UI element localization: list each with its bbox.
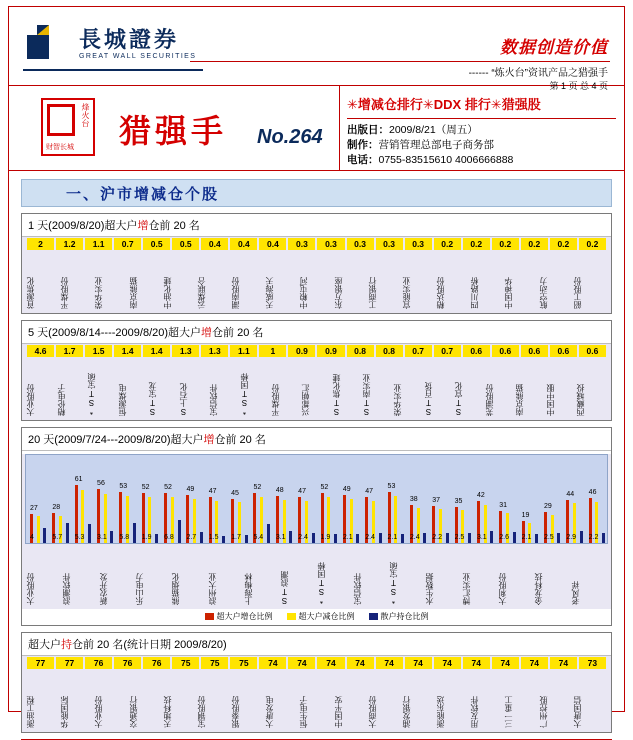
stock-label: 天地科技	[162, 696, 172, 728]
chart-area	[22, 237, 611, 313]
bar-value-top: 53	[119, 482, 128, 490]
publish-value: 2009/8/21（周五）	[389, 124, 478, 136]
value-cell: 74	[317, 657, 344, 669]
brand-name-en: GREAT WALL SECURITIES	[79, 53, 197, 60]
bar-value-mid: 2.1	[387, 534, 398, 541]
bar-value-mid: 2.5	[454, 534, 465, 541]
value-cell: 74	[463, 657, 490, 669]
bar-value-mid: 2.7	[186, 534, 197, 541]
bar-navy	[88, 524, 91, 543]
stock-label: 中粮屯河	[299, 277, 309, 309]
value-cell: 73	[579, 657, 606, 669]
stock-label: 宝信软件	[209, 384, 219, 416]
stock-label: 恒源煤电	[117, 384, 127, 416]
stock-label: 宝钢股份	[196, 696, 206, 728]
stock-label: 精达股份	[436, 277, 446, 309]
legend-label: 超大户减仓比例	[298, 612, 355, 621]
stock-label: 大利股份	[498, 573, 508, 605]
bar-navy	[334, 534, 337, 543]
grouped-bar-chart	[25, 454, 608, 544]
value-cell: 0.6	[550, 345, 577, 357]
bar-value-top: 47	[365, 488, 373, 496]
value-cell: 1.2	[56, 238, 83, 250]
stock-label: ST宜化	[454, 382, 464, 416]
phone-label: 电话：	[347, 154, 379, 166]
value-cell: 74	[347, 657, 374, 669]
bar-navy	[379, 533, 382, 543]
stock-label: 华能国际	[60, 696, 70, 728]
value-cell: 74	[288, 657, 315, 669]
legend-swatch-icon	[205, 613, 214, 620]
stock-label: 广州控股	[538, 696, 548, 728]
bar-value-mid: 5.4	[253, 534, 264, 541]
stock-label: 天威海天	[265, 277, 275, 309]
chart-block	[21, 213, 612, 314]
bar-value-top: 31	[499, 501, 508, 509]
stock-label: 大业股份	[26, 573, 35, 605]
publication-title: 猎强手	[119, 112, 228, 150]
value-cell: 0.6	[492, 345, 519, 357]
stock-label: 浙能东送	[436, 696, 446, 728]
bar-value-top: 52	[253, 483, 262, 491]
stock-label: 新农开发	[98, 573, 108, 605]
value-cell: 74	[550, 657, 577, 669]
stock-label: ST浪潮	[280, 571, 290, 605]
value-cell: 74	[405, 657, 432, 669]
stock-label: ST南实业	[362, 374, 372, 416]
bar-value-mid: 2.2	[588, 534, 599, 541]
bar-value-top: 53	[387, 482, 396, 490]
value-cell: 0.2	[492, 238, 519, 250]
stock-label: 宝信软件	[352, 573, 362, 605]
stock-label: 中油化建	[162, 277, 172, 309]
value-cell: 0.4	[259, 238, 286, 250]
stock-label: *ST宝硕	[87, 373, 97, 416]
bar-value-mid: 5.8	[119, 534, 130, 541]
bar-value-mid: 3.1	[275, 534, 286, 541]
value-cell: 74	[376, 657, 403, 669]
value-band	[22, 237, 611, 251]
phone-row	[347, 153, 616, 168]
slogan-rule	[190, 61, 610, 62]
value-cell: 0.6	[579, 345, 606, 357]
chart-area	[22, 344, 611, 420]
value-cell: 0.2	[434, 238, 461, 250]
chart-area	[22, 656, 611, 732]
stock-label: 航空动力	[538, 277, 548, 309]
producer-row	[347, 138, 616, 153]
bar-navy	[245, 535, 248, 543]
label-row	[22, 358, 611, 420]
value-cell: 0.3	[317, 238, 344, 250]
stock-label: *ST国棒	[240, 373, 250, 416]
stock-label: 西藏城投	[576, 384, 586, 416]
bar-value-top: 29	[543, 503, 552, 511]
stock-label: 首源焦化	[26, 277, 35, 309]
stock-label: 上海梅林	[243, 573, 253, 605]
section-heading	[21, 179, 612, 207]
value-cell: 77	[56, 657, 83, 669]
bar-value-top: 52	[164, 483, 172, 491]
masthead-info	[347, 94, 616, 168]
stock-label: 交通银行	[128, 696, 138, 728]
bar-value-mid: 1.9	[320, 534, 331, 541]
value-cell: 0.5	[143, 238, 170, 250]
bar-value-mid: 2.4	[298, 534, 308, 541]
bar-value-top: 47	[298, 488, 306, 496]
bar-value-mid: 3.1	[476, 534, 487, 541]
bar-navy	[580, 531, 583, 543]
value-cell: 1.4	[114, 345, 141, 357]
bar-navy	[267, 524, 270, 543]
value-cell: 75	[172, 657, 199, 669]
header-divider	[23, 69, 203, 71]
value-cell: 1.7	[56, 345, 83, 357]
value-cell: 0.8	[376, 345, 403, 357]
stock-label: 云煤联合	[196, 277, 206, 309]
bar-value-top: 52	[320, 483, 329, 491]
legend-label: 超大户增仓比例	[216, 612, 273, 621]
value-band	[22, 656, 611, 670]
masthead-rule	[347, 118, 616, 119]
chart-block	[21, 427, 612, 626]
stock-label: 精伦电子	[56, 384, 66, 416]
label-row	[22, 251, 611, 313]
value-cell: 1.5	[85, 345, 112, 357]
block-title-pre: 5 天(2009/8/14----2009/8/20)超大户	[28, 327, 202, 339]
masthead-tagline: ✳增减仓排行✳DDX 排行✳猎强股	[347, 97, 541, 112]
bar-value-mid: 3.1	[97, 534, 107, 541]
label-row	[22, 670, 611, 732]
stock-label: 大唐国信	[572, 696, 582, 728]
value-cell: 75	[201, 657, 228, 669]
bar-value-top: 35	[454, 498, 463, 506]
bar-value-mid: 5.7	[52, 534, 63, 541]
value-cell: 0.3	[405, 238, 432, 250]
legend-item	[205, 611, 273, 622]
chart-area	[22, 454, 611, 625]
value-cell: 0.3	[347, 238, 374, 250]
stock-label: 大商股份	[367, 696, 377, 728]
block-title-post: 仓前 20 名	[148, 220, 200, 232]
stock-label: ST百货	[423, 382, 433, 416]
bar-value-top: 37	[432, 496, 441, 504]
chart-block-title	[22, 633, 611, 656]
bar-yellow	[37, 516, 40, 543]
stock-label: 浙油工程	[26, 696, 35, 728]
stock-label: 金龙科技	[534, 573, 544, 605]
bar-value-top: 44	[566, 490, 575, 498]
bar-navy	[178, 520, 181, 543]
value-cell: 1.3	[201, 345, 228, 357]
bar-navy	[490, 531, 493, 543]
bar-navy	[155, 534, 158, 543]
value-band	[22, 344, 611, 358]
value-cell: 75	[230, 657, 257, 669]
bar-value-top: 19	[521, 511, 530, 519]
value-cell: 0.4	[201, 238, 228, 250]
issue-number: No.264	[257, 126, 323, 148]
bar-value-mid: 2.4	[365, 534, 375, 541]
stock-label: 东方银座	[333, 277, 343, 309]
bar-navy	[222, 536, 225, 544]
stock-label: ST焦化建	[331, 374, 341, 416]
stock-label: 大业股份	[26, 384, 35, 416]
seal-glyph-icon	[47, 104, 75, 136]
bar-value-top: 56	[97, 480, 105, 488]
stock-label: 水生数据	[425, 573, 435, 605]
stock-label: 中国神华	[504, 277, 514, 309]
legend-label: 散户持仓比例	[380, 612, 429, 621]
value-cell: 0.2	[550, 238, 577, 250]
bar-navy	[602, 533, 605, 543]
stock-label: 宜能实业	[401, 277, 411, 309]
stock-label: 中国平安	[333, 696, 343, 728]
block-title-pre: 1 天(2009/8/20)超大户	[28, 220, 138, 232]
value-cell: 0.8	[347, 345, 374, 357]
bar-navy	[557, 533, 560, 544]
bar-value-mid: 2.2	[432, 534, 442, 541]
block-title-pre: 超大户	[28, 639, 61, 651]
legend-item	[287, 611, 355, 622]
bar-value-mid: 1.7	[231, 534, 241, 541]
value-cell: 0.7	[405, 345, 432, 357]
bar-value-mid: 2.9	[566, 534, 577, 541]
stock-label: 工商银行	[367, 277, 377, 309]
great-wall-logo-icon	[27, 25, 71, 59]
stock-label: S上石化	[178, 383, 188, 416]
legend-swatch-icon	[287, 613, 296, 620]
page-number-info: 第 1 页 总 4 页	[549, 81, 608, 91]
bar-value-mid: 2.5	[543, 534, 554, 541]
stock-label: 平煤股份	[270, 384, 280, 416]
value-cell: 0.9	[317, 345, 344, 357]
value-cell: 2	[27, 238, 54, 250]
bar-value-top: 49	[342, 486, 351, 494]
value-cell: 0.9	[288, 345, 315, 357]
stock-label: *ST宝硕	[389, 562, 399, 605]
chart-block-title	[22, 428, 611, 451]
section-title: 一、沪市增减仓个股	[66, 185, 220, 203]
chart-block-title	[22, 321, 611, 344]
value-cell: 1.1	[230, 345, 257, 357]
producer-value: 营销管理总部电子商务部	[378, 139, 494, 151]
bar-navy	[356, 534, 359, 543]
value-cell: 74	[259, 657, 286, 669]
bar-value-top: 38	[409, 495, 418, 503]
bar-value-mid: 5.3	[74, 534, 85, 541]
bar-value-mid: 2.4	[409, 534, 420, 541]
bar-value-top: 48	[275, 487, 284, 495]
bar-value-top: 52	[141, 483, 150, 491]
brand-name-cn: 長城證券	[79, 28, 180, 53]
bar-value-mid: 1.5	[208, 534, 219, 541]
bar-navy	[312, 533, 315, 543]
stock-label: 南京熊猫	[128, 277, 138, 309]
stock-label: 荣华实业	[94, 277, 104, 309]
stock-label: 老风祥	[570, 581, 580, 605]
block-title-post: 仓前 20 名	[214, 434, 266, 446]
bar-value-mid: 2.1	[521, 534, 532, 541]
bar-navy	[401, 534, 404, 543]
block-title-keyword: 增	[137, 220, 149, 232]
value-cell: 76	[85, 657, 112, 669]
bar-value-top: 49	[186, 486, 195, 494]
bar-value-mid: 2.1	[342, 534, 353, 541]
stock-label: 芜湖股份	[484, 384, 494, 416]
seal-top-text: 烽火台	[81, 103, 90, 127]
document-page	[8, 6, 625, 728]
stock-label: 大业股份	[94, 696, 104, 728]
legend-item	[369, 611, 429, 622]
chart-block-title	[22, 214, 611, 237]
masthead	[9, 86, 624, 171]
slogan: 数据创造价值	[500, 38, 608, 57]
stock-label: 熊猫烟化	[171, 573, 181, 605]
stock-label: 兴都朝汇	[301, 384, 311, 416]
value-cell: 0.3	[376, 238, 403, 250]
value-cell: 77	[27, 657, 54, 669]
bar-value-top: 27	[30, 505, 38, 513]
stock-label: 南京熊猫	[515, 384, 525, 416]
value-cell: 0.3	[288, 238, 315, 250]
stock-label: 韶工股份	[572, 277, 582, 309]
stock-label: 博汇实业	[461, 573, 471, 605]
producer-label: 制作：	[347, 139, 379, 151]
chart-block	[21, 320, 612, 421]
bar-value-top: 47	[208, 488, 217, 496]
bar-value-top: 46	[588, 488, 597, 496]
stock-label: 大唐发电	[265, 696, 275, 728]
bar-value-top: 61	[74, 476, 83, 484]
stock-label: ST宝龙	[148, 382, 158, 416]
bar-navy	[200, 532, 203, 543]
stock-label: 荣华实业	[392, 384, 402, 416]
value-cell: 0.5	[172, 238, 199, 250]
chart-legend	[22, 609, 611, 625]
value-cell: 0.4	[230, 238, 257, 250]
stock-label: 浪州大业	[207, 573, 217, 605]
stock-label: 浪潮软件	[62, 573, 72, 605]
bar-value-mid: 4	[30, 534, 34, 541]
masthead-divider	[339, 86, 340, 170]
phone-value: 0755-83515610 4006666888	[378, 154, 514, 166]
bar-navy	[133, 523, 136, 543]
value-cell: 74	[521, 657, 548, 669]
value-cell: 0.2	[521, 238, 548, 250]
stock-label: 乐山电力	[134, 573, 144, 605]
value-cell: 0.2	[579, 238, 606, 250]
stock-label: 浦发银行	[401, 696, 411, 728]
publish-row	[347, 123, 616, 138]
value-cell: 0.2	[463, 238, 490, 250]
value-cell: 0.7	[114, 238, 141, 250]
value-cell: 4.6	[27, 345, 54, 357]
stock-label: 三一重工	[504, 696, 514, 728]
value-cell: 1.3	[172, 345, 199, 357]
value-cell: 1	[259, 345, 286, 357]
header-subtitle: ------ “炼火台”资讯产品之猎强手	[468, 68, 608, 79]
value-cell: 1.1	[85, 238, 112, 250]
stock-label: 用友软件	[470, 696, 480, 728]
stock-label: 四川路桥	[470, 277, 480, 309]
block-title-pre: 20 天(2009/7/24---2009/8/20)超大户	[28, 434, 204, 446]
value-cell: 0.6	[521, 345, 548, 357]
bar-navy	[535, 534, 538, 543]
publish-label: 出版日：	[347, 124, 389, 136]
bar-value-mid: 2.6	[499, 534, 510, 541]
block-title-post: 仓前 20 名(统计日期 2009/8/20)	[72, 639, 227, 651]
legend-swatch-icon	[369, 613, 378, 620]
block-title-keyword: 增	[203, 434, 215, 446]
stock-label: *ST国棒	[316, 562, 326, 605]
stock-label: 平煤股份	[60, 277, 70, 309]
value-cell: 74	[492, 657, 519, 669]
bar-navy	[513, 532, 516, 543]
bar-navy	[110, 531, 113, 543]
value-cell: 0.6	[463, 345, 490, 357]
block-title-post: 仓前 20 名	[212, 327, 264, 339]
seal-logo-icon	[41, 98, 95, 156]
value-cell: 0.7	[434, 345, 461, 357]
bar-navy	[446, 533, 449, 543]
stock-label: 银泰股份	[231, 696, 241, 728]
bar-navy	[468, 533, 471, 544]
bar-navy	[66, 523, 69, 543]
block-title-keyword: 持	[61, 639, 72, 651]
block-title-keyword: 增	[201, 327, 213, 339]
label-row	[22, 547, 611, 609]
stock-label: 恒生电子	[299, 696, 309, 728]
value-cell: 76	[143, 657, 170, 669]
bar-value-mid: 6.8	[164, 534, 174, 541]
chart-blocks	[9, 213, 624, 733]
bar-navy	[43, 528, 46, 543]
value-cell: 76	[114, 657, 141, 669]
stock-label: 中国中服	[545, 384, 555, 416]
bar-value-mid: 1.9	[141, 534, 152, 541]
page-header	[9, 7, 624, 91]
seal-bottom-text: 财智长城	[46, 144, 74, 151]
bar-value-top: 42	[476, 492, 485, 500]
stock-label: 湖南股份	[231, 277, 241, 309]
value-cell: 1.4	[143, 345, 170, 357]
bar-navy	[289, 531, 292, 543]
bar-navy	[423, 533, 426, 543]
bar-value-top: 28	[52, 504, 61, 512]
value-cell: 74	[434, 657, 461, 669]
bar-value-top: 45	[231, 489, 239, 497]
